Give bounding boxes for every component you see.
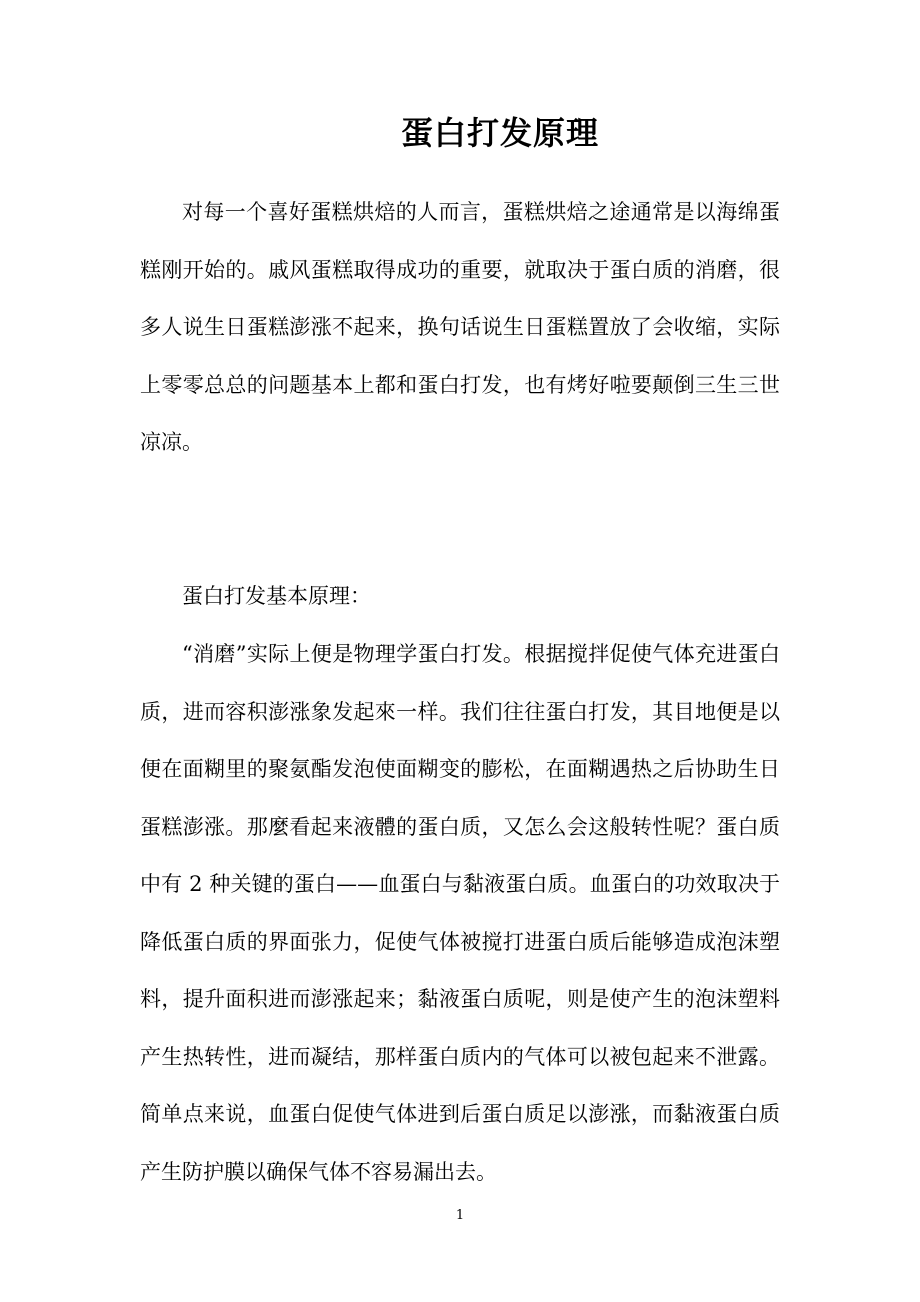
section-heading: 蛋白打发基本原理： xyxy=(182,584,371,608)
paragraph-intro: 对每一个喜好蛋糕烘焙的人而言，蛋糕烘焙之途通常是以海绵蛋糕刚开始的。戚风蛋糕取得成功的重要，就取决于蛋白质的消磨，很多人说生日蛋糕澎涨不起来，换句话说生日蛋糕置放了会收缩，实际上零零总总的问题基本上都和蛋白打发，也有烤好啦要颠倒三生三世凉凉。 xyxy=(140,200,780,454)
document-title: 蛋白打发原理 xyxy=(400,114,599,152)
paragraph-principle: “消磨”实际上便是物理学蛋白打发。根据搅拌促使气体充进蛋白质，进而容积澎涨象发起來一样。我们往往蛋白打发，其目地便是以便在面糊里的聚氨酯发泡使面糊变的膨松，在面糊遇热之后协助生日蛋糕澎涨。那麼看起来液體的蛋白质，又怎么会这般转性呢？蛋白质中有 2 种关键的蛋白——血蛋白与黏液蛋白质。血蛋白的功效取决于降低蛋白质的界面张力，促使气体被搅打进蛋白质后能够造成泡沫塑料，提升面积进而澎涨起来；黏液蛋白质呢，则是使产生的泡沫塑料产生热转性，进而凝结，那样蛋白质内的气体可以被包起来不泄露。简单点来说，血蛋白促使气体进到后蛋白质足以澎涨，而黏液蛋白质产生防护膜以确保气体不容易漏出去。 xyxy=(140,642,780,1184)
page-number: 1 xyxy=(455,1208,465,1223)
